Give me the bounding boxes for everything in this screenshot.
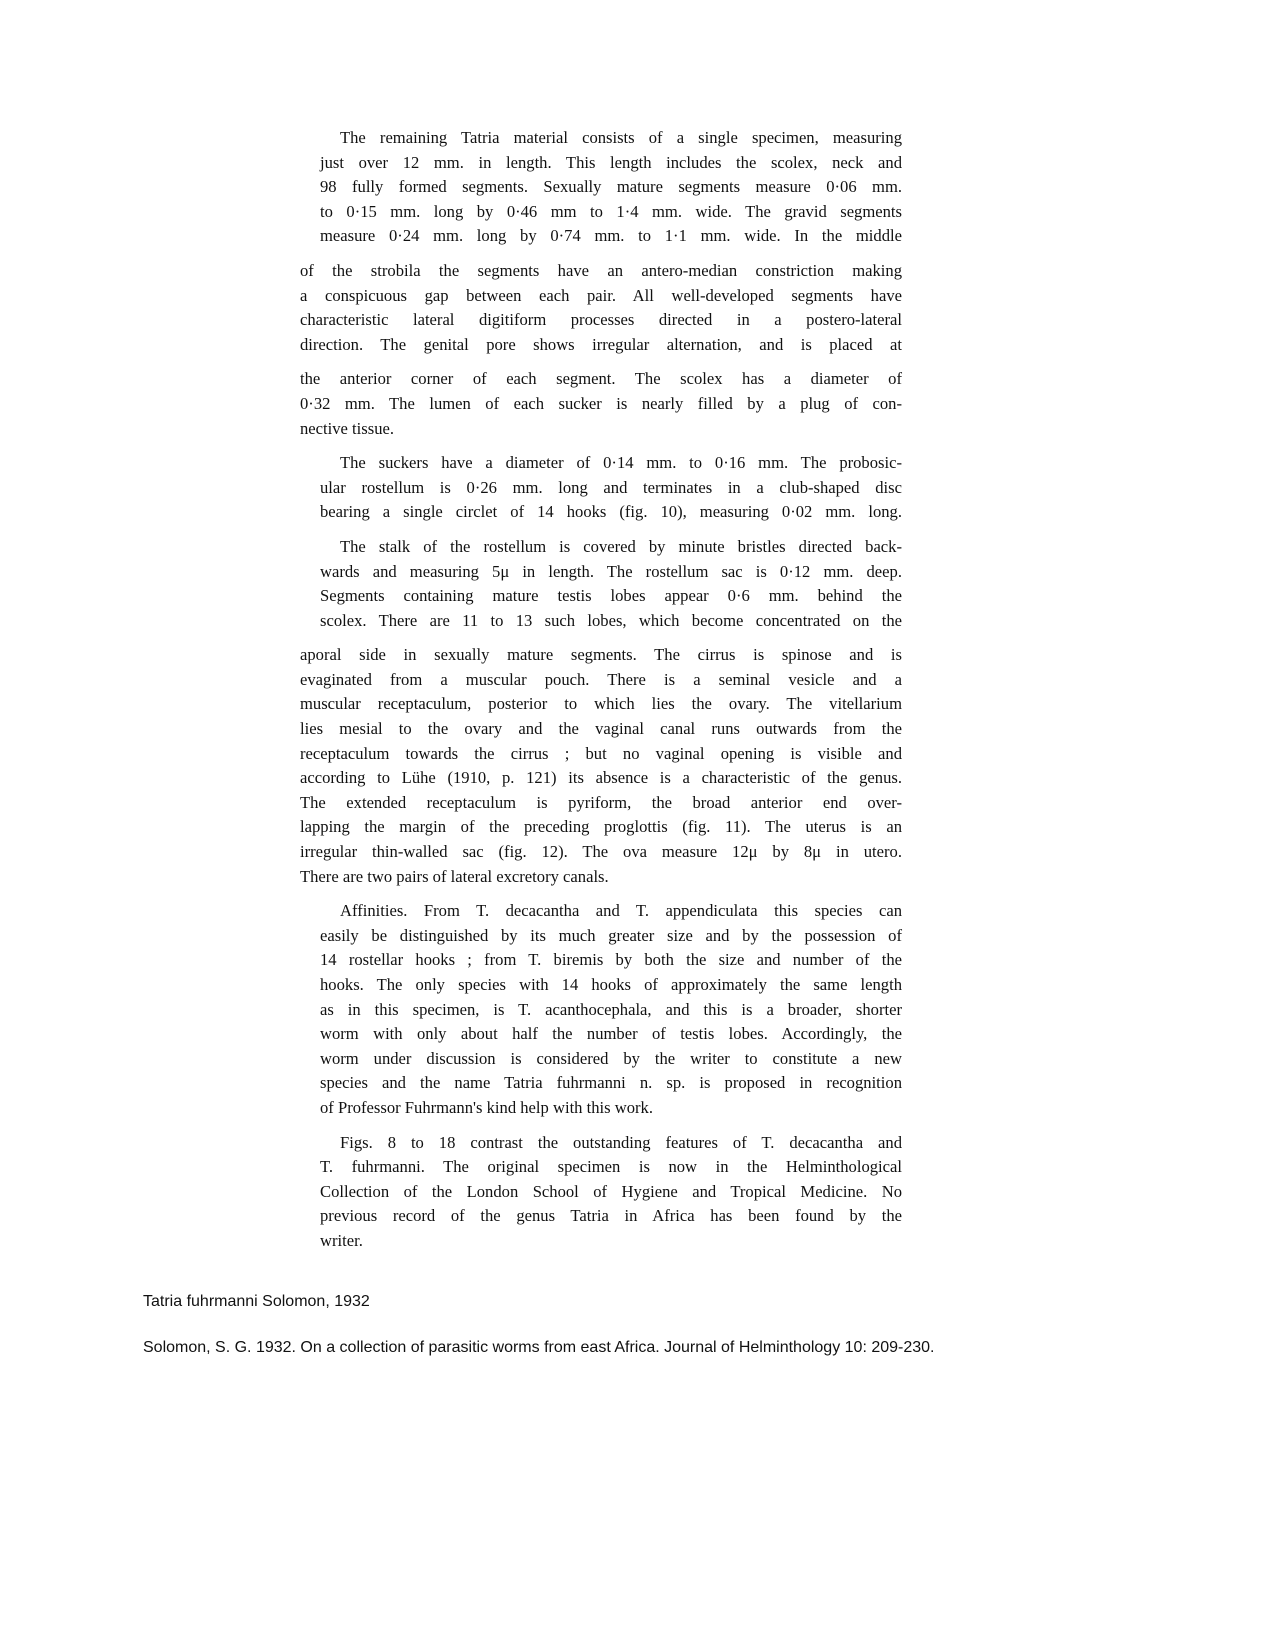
text-line: irregular thin-walled sac (fig. 12). The ova measure 12μ by 8μ in utero.	[300, 842, 902, 862]
text-line: easily be distinguished by its much greater size and by the possession of	[320, 925, 902, 945]
text-line: scolex. There are 11 to 13 such lobes, which become concentrated on the	[320, 610, 902, 630]
text-line: aporal side in sexually mature segments. The cirrus is spinose and is	[300, 645, 902, 665]
text-line: 98 fully formed segments. Sexually mature segments measure 0·06 mm.	[320, 177, 902, 197]
text-line: Collection of the London School of Hygiene and Tropical Medicine. No	[320, 1181, 902, 1201]
text-line: The extended receptaculum is pyriform, the broad anterior end over-	[300, 792, 902, 812]
text-line: wards and measuring 5μ in length. The rostellum sac is 0·12 mm. deep.	[320, 561, 902, 581]
paragraph-description	[300, 126, 902, 249]
text-line: receptaculum towards the cirrus ; but no vaginal opening is visible and	[300, 743, 902, 763]
text-line: nective tissue.	[300, 418, 395, 438]
text-line: species and the name Tatria fuhrmanni n. sp. is proposed in recognition	[320, 1073, 902, 1093]
paragraph-scolex	[300, 367, 902, 441]
text-line: previous record of the genus Tatria in Africa has been found by the	[320, 1206, 902, 1226]
species-title: Tatria fuhrmanni Solomon, 1932	[143, 1293, 370, 1310]
text-line: the anterior corner of each segment. The scolex has a diameter of	[300, 369, 902, 389]
text-line: writer.	[320, 1230, 363, 1250]
text-line: Affinities. From T. decacantha and T. appendiculata this species can	[340, 901, 902, 921]
text-line: 14 rostellar hooks ; from T. biremis by both the size and number of the	[320, 950, 902, 970]
text-line: evaginated from a muscular pouch. There is a seminal vesicle and a	[300, 669, 902, 689]
text-line: 0·32 mm. The lumen of each sucker is nearly filled by a plug of con-	[300, 393, 902, 413]
text-line: just over 12 mm. in length. This length includes the scolex, neck and	[320, 152, 902, 172]
text-line: of Professor Fuhrmann's kind help with this work.	[320, 1097, 654, 1117]
text-line: bearing a single circlet of 14 hooks (fig. 10), measuring 0·02 mm. long.	[320, 502, 902, 522]
text-line: to 0·15 mm. long by 0·46 mm to 1·4 mm. wide. The gravid segments	[320, 201, 902, 221]
text-line: hooks. The only species with 14 hooks of approximately the same length	[320, 975, 902, 994]
text-line: direction. The genital pore shows irregular alternation, and is placed at	[300, 334, 902, 354]
text-line: The stalk of the rostellum is covered by minute bristles directed back-	[340, 536, 902, 556]
text-line: worm under discussion is considered by the writer to constitute a new	[320, 1048, 902, 1068]
text-line: characteristic lateral digitiform processes directed in a postero-lateral	[300, 310, 902, 330]
citation: Solomon, S. G. 1932. On a collection of parasitic worms from east Africa. Journal of Helminthology 10: 209-230.	[143, 1339, 935, 1356]
text-line: a conspicuous gap between each pair. All well-developed segments have	[300, 285, 902, 305]
text-line: of the strobila the segments have an antero-median constriction making	[300, 260, 902, 280]
text-line: T. fuhrmanni. The original specimen is now in the Helminthological	[320, 1157, 902, 1177]
text-line: lapping the margin of the preceding proglottis (fig. 11). The uterus is an	[300, 817, 902, 837]
text-line: as in this specimen, is T. acanthocephala, and this is a broader, shorter	[320, 999, 902, 1019]
text-line: worm with only about half the number of testis lobes. Accordingly, the	[320, 1024, 902, 1044]
text-line: according to Lühe (1910, p. 121) its absence is a characteristic of the genus.	[300, 768, 902, 788]
text-line: The remaining Tatria material consists of a single specimen, measuring	[340, 128, 902, 147]
text-line: ular rostellum is 0·26 mm. long and terminates in a club-shaped disc	[320, 477, 902, 497]
text-line: There are two pairs of lateral excretory canals.	[300, 866, 609, 886]
text-line: lies mesial to the ovary and the vaginal canal runs outwards from the	[300, 719, 902, 739]
paragraph-suckers	[300, 451, 902, 525]
paragraph-reproductive-organs	[300, 643, 902, 889]
text-line: The suckers have a diameter of 0·14 mm. to 0·16 mm. The probosic-	[340, 453, 902, 473]
paragraph-affinities	[300, 899, 902, 1120]
paragraph-figures	[300, 1131, 902, 1254]
scanned-page-text	[300, 126, 902, 1254]
paragraph-rostellum	[300, 535, 902, 633]
text-line: Segments containing mature testis lobes appear 0·6 mm. behind the	[320, 586, 902, 606]
paragraph-description-continued	[300, 259, 902, 357]
text-line: Figs. 8 to 18 contrast the outstanding features of T. decacantha and	[340, 1132, 902, 1152]
text-line: muscular receptaculum, posterior to which lies the ovary. The vitellarium	[300, 694, 902, 714]
text-line: measure 0·24 mm. long by 0·74 mm. to 1·1 mm. wide. In the middle	[320, 226, 902, 246]
